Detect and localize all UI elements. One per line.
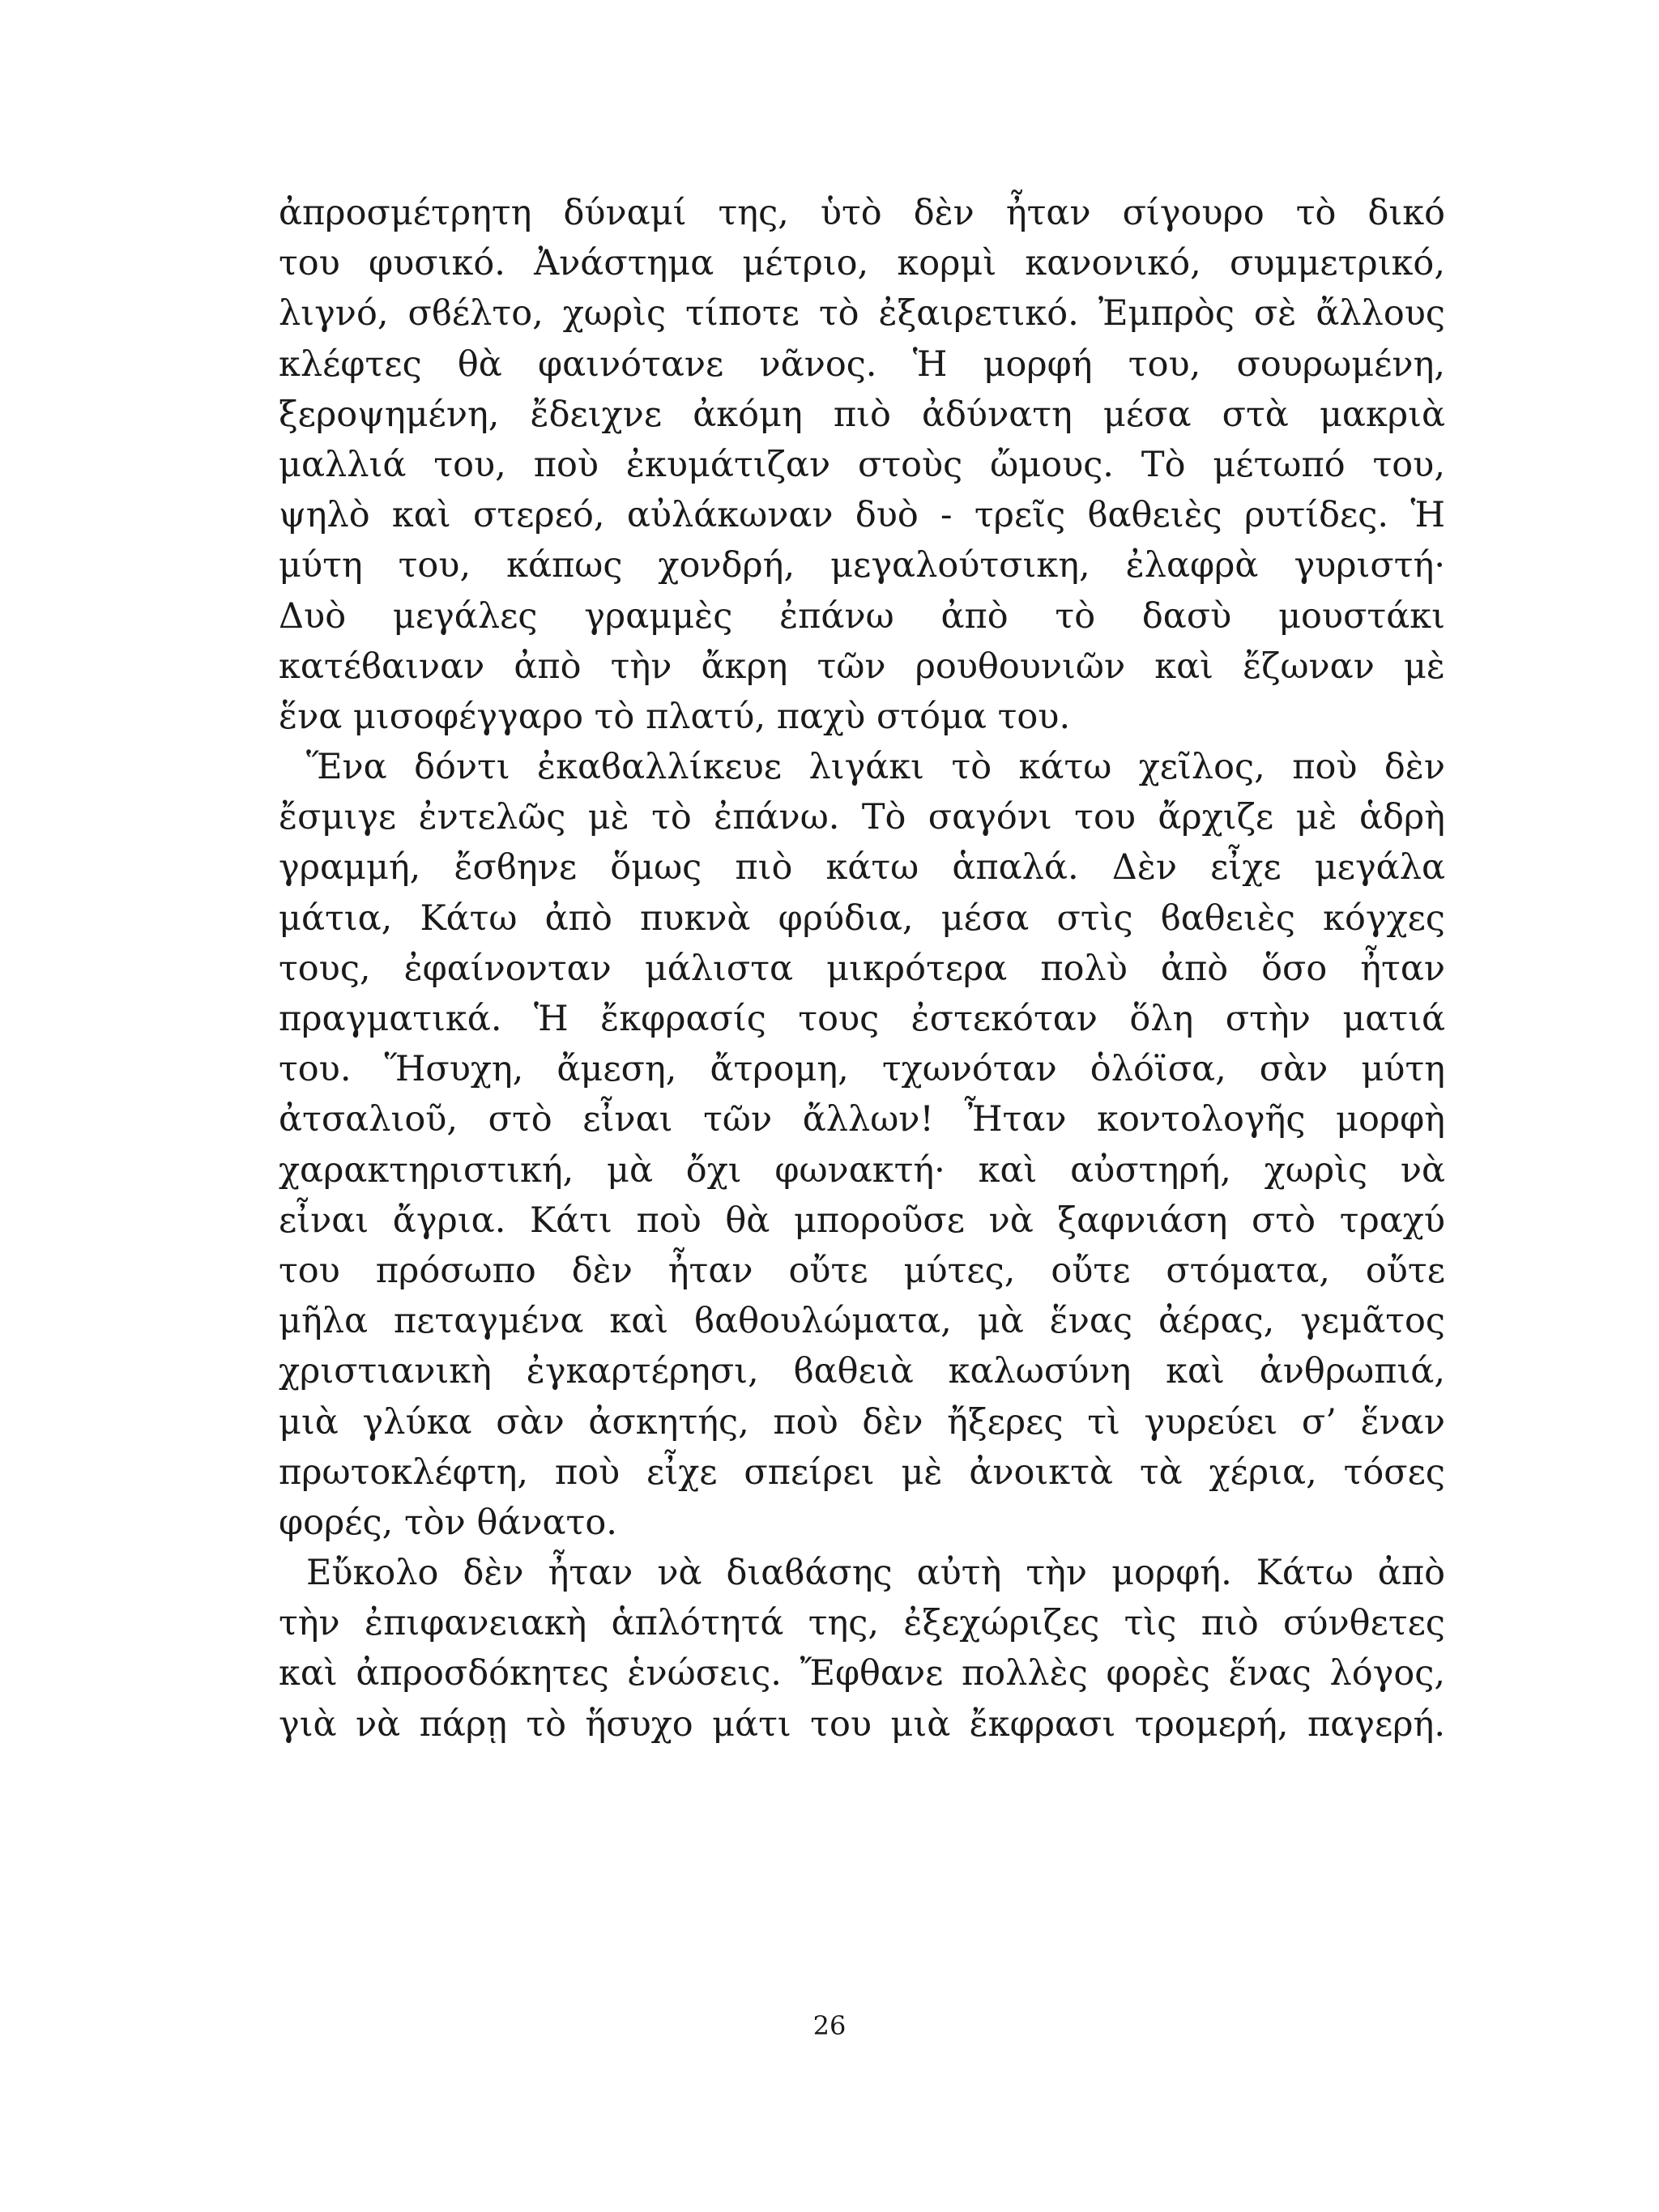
- text-line: κατέϐαιναν ἀπὸ τὴν ἄκρη τῶν ρουθουνιῶν καὶ ἔζωναν μὲ: [279, 646, 1445, 687]
- text-line: ἀτσαλιοῦ, στὸ εἶναι τῶν ἄλλων! Ἦταν κοντολογῆς μορφὴ: [279, 1099, 1445, 1140]
- paragraph-1: [279, 188, 1445, 742]
- text-line: πραγματικά. Ἡ ἔκφρασίς τους ἐστεκόταν ὅλη στὴν ματιά: [279, 999, 1445, 1039]
- text-line: πρωτοκλέφτη, ποὺ εἶχε σπείρει μὲ ἀνοικτὰ τὰ χέρια, τόσες: [279, 1451, 1445, 1493]
- text-line: ξεροψημένη, ἔδειχνε ἀκόμη πιὸ ἀδύνατη μέσα στὰ μακριὰ: [279, 394, 1445, 435]
- text-line: μῆλα πεταγμένα καὶ ϐαθουλώματα, μὰ ἕνας ἀέρας, γεμᾶτος: [279, 1301, 1445, 1342]
- page-number: 26: [812, 2010, 847, 2041]
- text-line: του φυσικό. Ἀνάστημα μέτριο, κορμὶ κανονικό, συμμετρικό,: [279, 243, 1445, 284]
- body-text: [279, 188, 1445, 1750]
- text-line: καὶ ἀπροσδόκητες ἑνώσεις. Ἔφθανε πολλὲς φορὲς ἕνας λόγος,: [279, 1653, 1445, 1694]
- text-line: ψηλὸ καὶ στερεό, αὐλάκωναν δυὸ - τρεῖς ϐαθειὲς ρυτίδες. Ἡ: [279, 495, 1445, 536]
- paragraph-3: [279, 1548, 1445, 1750]
- text-line: Εὔκολο δὲν ἦταν νὰ διαϐάσης αὐτὴ τὴν μορφή. Κάτω ἀπὸ: [306, 1553, 1445, 1594]
- text-line: μαλλιά του, ποὺ ἐκυμάτιζαν στοὺς ὤμους. Τὸ μέτωπό του,: [279, 444, 1445, 485]
- text-line: λιγνό, σϐέλτο, χωρὶς τίποτε τὸ ἐξαιρετικό. Ἐμπρὸς σὲ ἄλλους: [279, 293, 1445, 335]
- text-line: τους, ἐφαίνονταν μάλιστα μικρότερα πολὺ ἀπὸ ὅσο ἦταν: [279, 948, 1445, 989]
- text-line: χριστιανικὴ ἐγκαρτέρησι, ϐαθειὰ καλωσύνη καὶ ἀνθρωπιά,: [279, 1351, 1445, 1392]
- text-line: του. Ἥσυχη, ἄμεση, ἄτρομη, τχωνόταν ὁλόϊσα, σὰν μύτη: [279, 1049, 1445, 1090]
- text-line: ἔσμιγε ἐντελῶς μὲ τὸ ἐπάνω. Τὸ σαγόνι του ἄρχιζε μὲ ἁδρὴ: [279, 797, 1445, 838]
- text-line: ἀπροσμέτρητη δύναμί της, ὑτὸ δὲν ἦταν σίγουρο τὸ δικό: [279, 193, 1445, 233]
- text-line: μιὰ γλύκα σὰν ἀσκητής, ποὺ δὲν ἤξερες τὶ γυρεύει σ’ ἕναν: [279, 1401, 1445, 1443]
- paragraph-2: [279, 742, 1445, 1548]
- text-line: κλέφτες θὰ φαινότανε νᾶνος. Ἡ μορφή του, σουρωμένη,: [279, 343, 1445, 385]
- text-line: εἶναι ἄγρια. Κάτι ποὺ θὰ μποροῦσε νὰ ξαφνιάση στὸ τραχύ: [279, 1200, 1445, 1241]
- text-line: τὴν ἐπιφανειακὴ ἁπλότητά της, ἐξεχώριζες τὶς πιὸ σύνθετες: [279, 1603, 1445, 1644]
- text-line: του πρόσωπο δὲν ἦταν οὔτε μύτες, οὔτε στόματα, οὔτε: [279, 1250, 1445, 1291]
- text-line: μύτη του, κάπως χονδρή, μεγαλούτσικη, ἐλαφρὰ γυριστή·: [279, 545, 1445, 586]
- text-line: ἕνα μισοφέγγαρο τὸ πλατύ, παχὺ στόμα του.: [279, 696, 1071, 737]
- text-line: γραμμή, ἔσϐηνε ὅμως πιὸ κάτω ἁπαλά. Δὲν εἶχε μεγάλα: [279, 847, 1445, 889]
- text-line: μάτια, Κάτω ἀπὸ πυκνὰ φρύδια, μέσα στὶς ϐαθειὲς κόγχες: [279, 897, 1445, 939]
- text-line: χαρακτηριστική, μὰ ὄχι φωνακτή· καὶ αὐστηρή, χωρὶς νὰ: [279, 1149, 1445, 1191]
- text-line: φορές, τὸν θάνατο.: [279, 1502, 617, 1543]
- text-line: γιὰ νὰ πάρῃ τὸ ἥσυχο μάτι του μιὰ ἔκφρασι τρομερή, παγερή.: [279, 1703, 1445, 1745]
- text-line: Ἕνα δόντι ἐκαϐαλλίκευε λιγάκι τὸ κάτω χεῖλος, ποὺ δὲν: [306, 747, 1445, 788]
- text-line: Δυὸ μεγάλες γραμμὲς ἐπάνω ἀπὸ τὸ δασὺ μουστάκι: [279, 595, 1445, 637]
